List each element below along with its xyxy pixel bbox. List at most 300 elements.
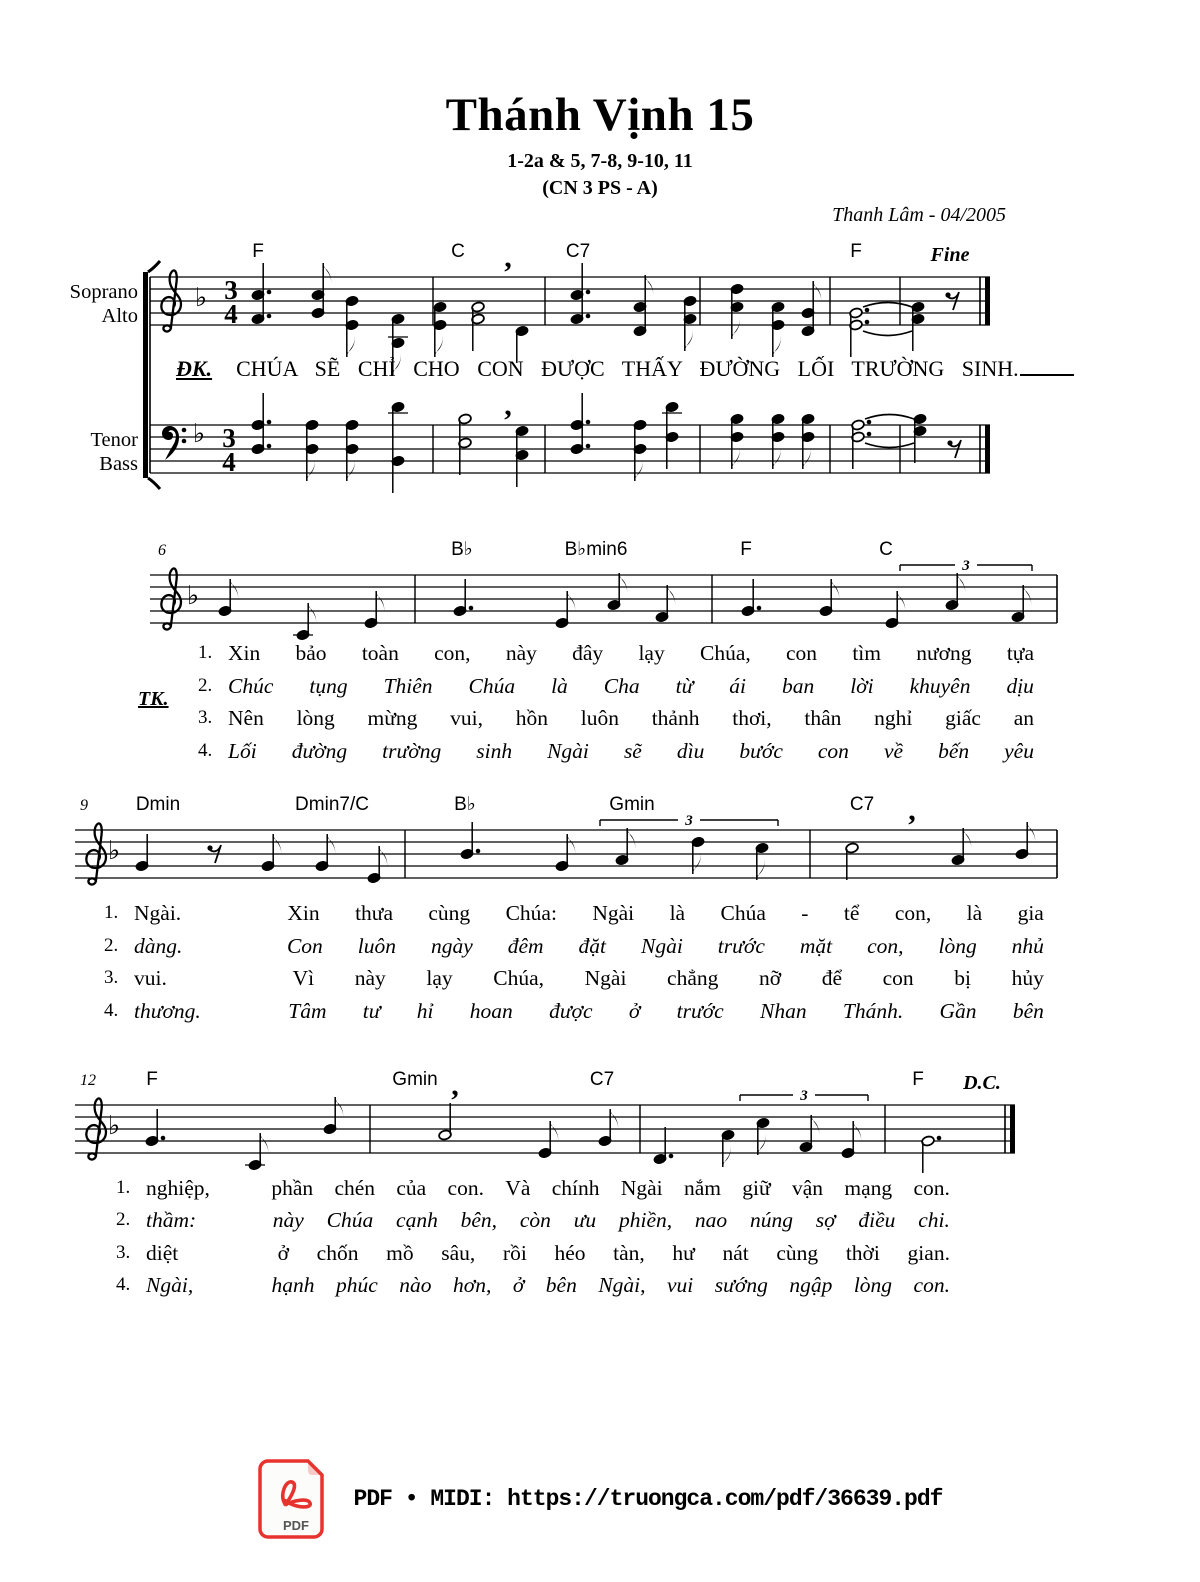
key-signature-flat: ♭ [194,283,208,313]
breath-mark: , [504,389,512,422]
chord-label: F [146,1069,158,1090]
lyric-word: tựa [1006,641,1034,665]
tie-slur [865,443,914,448]
lyric-word: héo [554,1241,586,1265]
lyric-word: nghỉ [874,706,913,730]
chord-label: C7 [565,241,591,262]
triplet-number: 3 [685,813,693,829]
lyric-word: hủy [1011,966,1044,990]
lyric-word: là [669,901,686,925]
grand-staff-bracket [143,272,148,478]
lyric-word: hạnh [271,1273,315,1297]
refrain-text: CHÚA SẼ CHỈ CHO CON ĐƯỢC THẤY ĐƯỜNG LỐI TRƯỜNG SINH. [236,356,1019,381]
lyric-word: phúc [335,1273,378,1297]
lyric-word: hồn [515,706,548,730]
augmentation-dot [586,420,591,425]
triplet-number: 3 [962,558,970,574]
eighth-flag [567,834,575,856]
lyric-word: trước [676,999,724,1023]
eighth-flag [619,573,627,595]
verse-number: 4. [116,1274,131,1295]
eighth-flag [732,447,740,469]
lyric-word: thảnh [651,706,700,730]
eighth-flag [347,459,355,481]
eighth-flag [379,846,387,868]
eighth-flag [610,1109,618,1131]
lyric-word: sợ [815,1208,836,1232]
verse-row [104,965,1044,991]
footer-link-row [0,1458,1200,1540]
eighth-flag [803,447,811,469]
lyric-word: đêm [507,934,544,958]
augmentation-dot [865,320,870,325]
lyric-word: ái [729,674,746,698]
eighth-flag [831,579,839,601]
lyric-word: ưu [573,1208,597,1232]
lyric-word: gia [1017,901,1044,925]
lyric-word: thân [804,706,842,730]
lyric-word: chính [551,1176,600,1200]
chord-label: B♭ [451,539,473,560]
staff-system-4 [75,1069,1015,1173]
lyric-word: toàn [361,641,399,665]
eighth-flag [645,275,653,297]
lyric-word: nao [694,1208,728,1232]
lyric-word: Chúa, [699,641,751,665]
staff-system-2 [150,539,1057,641]
lyric-word: con [786,641,818,665]
lyric-word: ngập [789,1273,833,1297]
breath-mark: , [504,241,512,274]
lyric-word: gian. [907,1241,950,1265]
augmentation-dot [586,314,591,319]
subtitle-psalm-verses: 1-2a & 5, 7-8, 9-10, 11 [507,150,693,172]
triplet-number: 3 [800,1088,808,1104]
lyric-word: này [354,966,386,990]
voice-label-alto: Alto [101,305,138,327]
lyric-word: con, [434,641,471,665]
lyric-word: là [551,674,568,698]
lyric-word: này [272,1208,304,1232]
lyric-word: nát [722,1241,749,1265]
lyric-word: nào [399,1273,432,1297]
lyric-word: nghiệp, [146,1176,210,1200]
tie-slur [863,303,912,308]
lyric-word: điều [858,1208,896,1232]
lyric-word: Thiên [383,674,433,698]
lyric-word: Chúc [228,674,274,698]
eighth-flag [230,579,238,601]
eighth-flag [897,591,905,613]
augmentation-dot [267,420,272,425]
verse-row [116,1175,950,1201]
lyric-word: bị [954,966,972,990]
augmentation-dot [161,1136,166,1141]
lyric-word: cùng [428,901,471,925]
chord-label: C7 [589,1069,615,1090]
lyric-word: ở [277,1241,290,1265]
lyric-word: Ngài [592,901,635,925]
eighth-flag [307,459,315,481]
lyric-word: Ngài, [598,1273,646,1297]
augmentation-dot [669,1154,674,1159]
pdf-file-icon[interactable] [258,1458,334,1540]
augmentation-dot [469,606,474,611]
chord-label: B♭ [454,794,476,815]
verse-row [104,998,1044,1024]
tie-slur [865,415,914,420]
lyric-word: cạnh [396,1208,438,1232]
lyric-word: chẳng [667,966,719,990]
lyric-word: nắm [683,1176,721,1200]
eighth-flag [323,263,331,285]
lyric-word: của [396,1176,427,1200]
lyric-word: Chúa, [493,966,545,990]
verse-row [104,933,1044,959]
lyric-word: giữ [742,1176,771,1200]
lyric-word: Tâm [288,999,327,1023]
time-sig-numerator: 3 [224,275,238,305]
staff-soprano-alto [150,241,990,375]
lyric-word: Nhan [760,999,807,1023]
verse-row [116,1272,950,1298]
lyric-word: phần [271,1176,314,1200]
lyric-word: dàng. [134,934,183,958]
verse-number: 3. [198,707,213,728]
lyric-word: còn [519,1208,551,1232]
lyric-word: tể [843,901,860,925]
verse-number: 2. [104,935,119,956]
chord-label: Dmin [135,794,181,815]
lyric-word: giấc [945,706,981,730]
lyric-word: Ngài, [146,1273,194,1297]
lyric-word: vui. [134,966,167,990]
lyric-word: con, [867,934,904,958]
lyric-word: Ngài [641,934,683,958]
breath-mark: , [908,794,916,827]
lyric-word: lạy [638,641,665,665]
lyric-word: con. [913,1273,950,1297]
eighth-flag [627,828,635,850]
eighth-rest [945,292,950,297]
augmentation-dot [757,606,762,611]
lyric-word: để [821,966,843,990]
eighth-flag [957,573,965,595]
staff-system-3 [75,794,1057,885]
lyric-word: tụng [309,674,348,698]
chord-label: F [740,539,752,560]
lyric-word: trước [717,934,765,958]
lyric-word: tìm [852,641,881,665]
final-barline [985,277,990,325]
lyric-word: Chúa [468,674,516,698]
lyric-word: Con [286,934,323,958]
lyric-word: mừng [367,706,418,730]
augmentation-dot [476,849,481,854]
verse-number: 2. [116,1209,131,1230]
lyric-word: bên [545,1273,577,1297]
lyric-word: Gần [939,999,977,1023]
chord-label: F [850,241,862,262]
measure-number: 12 [80,1072,96,1089]
lyric-word: về [883,739,904,763]
time-sig-denominator: 4 [224,299,238,329]
chord-label: F [912,1069,924,1090]
lyric-word: hư [672,1241,695,1265]
eighth-flag [758,1133,766,1155]
voice-label-soprano: Soprano [69,281,138,303]
lyric-word: - [801,901,809,925]
augmentation-dot [586,444,591,449]
verse-number: 2. [198,675,213,696]
lyric-word: dịu [1006,674,1034,698]
lyric-word: mặt [799,934,833,958]
verse-row [198,640,1034,666]
lyric-word: sâu, [441,1241,476,1265]
key-signature-flat: ♭ [107,1111,121,1141]
eighth-flag [853,1121,861,1143]
verse-row [198,738,1034,764]
eighth-flag [811,1115,819,1137]
verse-number: 3. [104,967,119,988]
final-barline [985,425,990,473]
lyric-word: lạy [426,966,453,990]
lyric-word: luôn [357,934,397,958]
augmentation-dot [937,1136,942,1141]
verse-number: 4. [104,1000,119,1021]
lyric-word: ở [512,1273,525,1297]
lyric-word: núng [749,1208,793,1232]
lyric-word: tư [362,999,381,1023]
verse-row [104,900,1044,926]
lyric-word: ban [781,674,815,698]
lyric-word: con [817,739,849,763]
refrain-tag: ĐK. [176,356,213,381]
lyric-word: Chúa: [505,901,557,925]
lyric-word: đường [291,739,348,763]
lyric-word: Lối [228,739,257,763]
lyric-word: Chúa [326,1208,374,1232]
lyric-word: nỡ [759,966,782,990]
eighth-flag [635,459,643,481]
lyric-word: con, [894,901,932,925]
lyric-word: đặt [578,934,607,958]
lyric-word: mồ [386,1241,414,1265]
chord-label: B♭min6 [564,539,628,560]
lyric-word: bảo [295,641,327,665]
lyric-word: Ngài [547,739,589,763]
lyric-word: vận [792,1176,824,1200]
tie-slur [863,331,912,336]
pdf-midi-link[interactable]: PDF • MIDI: https://truongca.com/pdf/36639.pdf [353,1486,943,1512]
chord-label: C7 [849,794,875,815]
eighth-flag [308,603,316,625]
lyric-word: Chúa [720,901,766,925]
augmentation-dot [267,444,272,449]
lyric-word: hỉ [416,999,434,1023]
chord-label: Gmin [609,794,655,815]
pdf-icon-label: PDF [282,1518,309,1533]
verse-row [198,673,1034,699]
breath-mark: , [451,1069,459,1102]
staff-tenor-bass [150,389,990,493]
lyric-word: bến [938,739,970,763]
lyric-word: Xin [287,901,320,925]
time-sig-numerator: 3 [222,423,236,453]
melisma-extender-line [1020,374,1074,376]
lyric-word: trường [382,739,442,763]
final-barline [1010,1105,1015,1153]
bass-clef-icon [162,426,179,460]
lyric-word: hơn, [452,1273,492,1297]
verse-number: 1. [116,1177,131,1198]
eighth-flag [335,1097,343,1119]
lyric-word: diệt [146,1241,179,1265]
lyric-word: thầm: [146,1208,197,1232]
eighth-flag [327,834,335,856]
lyric-word: đây [572,641,604,665]
chord-label: Gmin [392,1069,438,1090]
lyric-word: con [882,966,914,990]
eighth-flag [1027,822,1035,844]
key-signature-flat: ♭ [107,836,121,866]
lyric-word: Và [505,1176,531,1200]
verse-number: 4. [198,740,213,761]
key-signature-flat: ♭ [192,419,206,449]
verse-row [116,1240,950,1266]
augmentation-dot [867,420,872,425]
lyric-word: Vì [292,966,315,990]
verse-number: 1. [198,642,213,663]
lyric-word: lòng [853,1273,893,1297]
eighth-flag [347,335,355,357]
time-sig-denominator: 4 [222,447,236,477]
eighth-flag [773,335,781,357]
lyric-word: từ [675,674,694,698]
verse-row [198,705,1034,731]
lyric-word: nhủ [1011,934,1044,958]
eighth-flag [813,281,821,303]
lyric-word: bước [739,739,783,763]
verse-row [116,1207,950,1233]
voice-label-bass: Bass [99,453,138,475]
lyric-word: Nên [228,706,264,730]
lyric-word: rồi [502,1241,527,1265]
eighth-flag [376,591,384,613]
lyric-word: yêu [1004,739,1034,763]
augmentation-dot [267,314,272,319]
lyric-word: con. [447,1176,484,1200]
lyric-word: lòng [938,934,977,958]
eighth-flag [773,447,781,469]
eighth-flag [685,329,693,351]
composer-credit: Thanh Lâm - 04/2005 [832,204,1006,226]
lyric-word: an [1013,706,1034,730]
chord-label: C [879,539,893,560]
eighth-flag [435,335,443,357]
lyric-word: hoan [469,999,513,1023]
lyric-word: con. [913,1176,950,1200]
lyric-word: thơi, [732,706,772,730]
eighth-flag [550,1121,558,1143]
augmentation-dot [267,290,272,295]
eighth-flag [963,828,971,850]
lyric-word: Ngài [620,1176,663,1200]
lyric-word: chốn [316,1241,359,1265]
verse-number: 1. [104,902,119,923]
eighth-flag [667,585,675,607]
eighth-rest [947,440,952,445]
lyric-word: chi. [918,1208,950,1232]
lyric-word: ở [628,999,641,1023]
lyric-word: thời [845,1241,880,1265]
lyric-word: thương. [134,999,201,1023]
lyric-word: nương [916,641,972,665]
lyric-word: khuyên [909,674,971,698]
lyric-word: vui, [450,706,484,730]
lyric-word: này [505,641,537,665]
lyric-word: tàn, [613,1241,645,1265]
eighth-flag [273,834,281,856]
lyric-word: Thánh. [842,999,904,1023]
lyric-word: bên [1012,999,1044,1023]
eighth-flag [693,852,701,874]
lyric-word: lòng [296,706,335,730]
chord-label: Dmin7/C [295,794,369,815]
verse-section-tag: TK. [138,688,169,710]
augmentation-dot [865,308,870,313]
lyric-word: mạng [844,1176,893,1200]
lyric-word: Xin [228,641,261,665]
lyric-word: dìu [676,739,705,763]
lyric-word: là [966,901,983,925]
lyric-word: được [549,999,593,1023]
verse-number: 3. [116,1242,131,1263]
refrain-lyrics-line [176,356,1074,382]
chord-label: C [451,241,465,262]
lyric-word: bên, [460,1208,498,1232]
augmentation-dot [867,432,872,437]
chord-label: F [252,241,264,262]
eighth-flag [723,1145,731,1167]
eighth-rest [207,845,212,850]
lyric-word: cùng [776,1241,819,1265]
measure-number: 9 [80,797,88,814]
measure-number: 6 [158,542,166,559]
eighth-flag [260,1133,268,1155]
lyric-word: chén [334,1176,376,1200]
lyric-word: ngày [430,934,473,958]
eighth-flag [732,317,740,339]
lyric-word: sẽ [623,739,642,763]
lyric-word: vui [667,1273,694,1297]
voice-label-tenor: Tenor [90,429,138,451]
augmentation-dot [586,290,591,295]
lyric-word: sinh [476,739,513,763]
lyric-word: luôn [580,706,619,730]
eighth-flag [757,858,765,880]
lyric-word: Ngài [584,966,627,990]
lyric-word: sướng [714,1273,768,1297]
eighth-flag [1023,585,1031,607]
eighth-flag [567,591,575,613]
lyric-word: phiền, [618,1208,673,1232]
lyric-word: thưa [355,901,393,925]
key-signature-flat: ♭ [186,581,200,611]
lyric-word: Ngài. [134,901,182,925]
direction-mark: D.C. [963,1072,1001,1094]
lyric-word: lời [850,674,874,698]
